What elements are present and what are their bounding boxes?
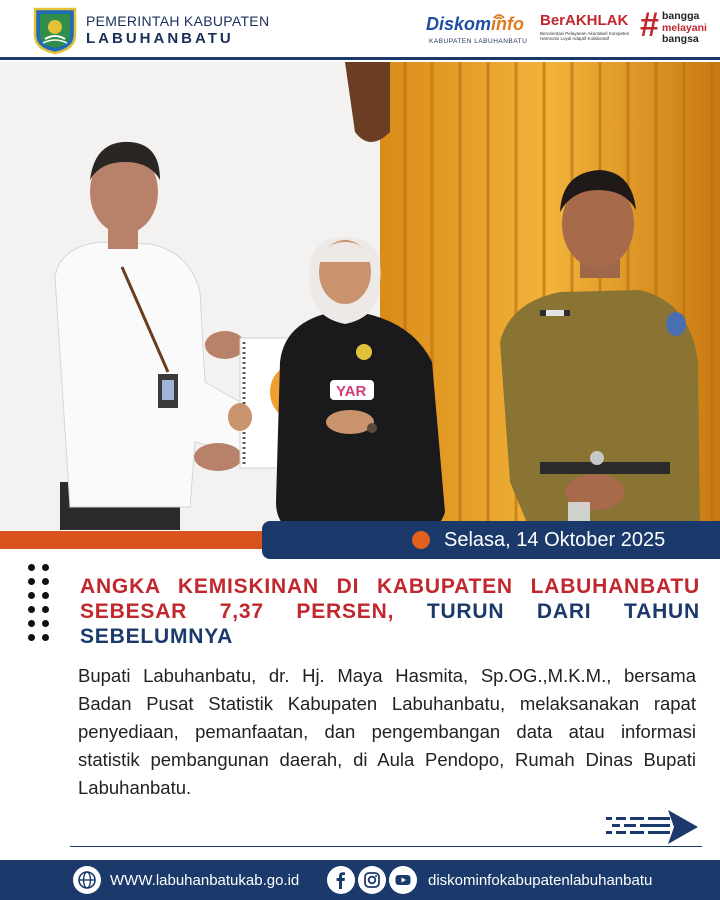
- melayani-word: melayani: [662, 21, 707, 34]
- globe-icon[interactable]: [73, 866, 101, 894]
- website-link[interactable]: WWW.labuhanbatukab.go.id: [110, 872, 300, 889]
- bangga-word: bangga: [662, 10, 700, 22]
- swipe-arrow-icon: [604, 808, 700, 846]
- headline-navy: TURUN DARI TAHUN SEBELUMNYA: [80, 600, 700, 648]
- social-handle[interactable]: diskominfokabupatenlabuhanbatu: [428, 872, 653, 889]
- event-photo: [0, 62, 720, 530]
- berakhlak-tagline: Berorientasi Pelayanan Akuntabel Kompeten Harmonis Loyal Adaptif Kolaboratif: [540, 31, 630, 42]
- government-label: PEMERINTAH KABUPATEN: [86, 13, 270, 29]
- diskominfo-wordmark-b: info: [491, 14, 525, 34]
- event-photo-illustration: [0, 62, 720, 530]
- document-badge-text: YAR: [336, 383, 367, 400]
- date-bullet-icon: [412, 531, 430, 549]
- diskominfo-wordmark: [426, 14, 524, 35]
- article-body: Bupati Labuhanbatu, dr. Hj. Maya Hasmita, Sp.OG.,M.K.M., bersama Badan Pusat Statistik Kabupaten Labuhanbatu, melaksanakan rapat penyediaan, pemanfaatan, dan pengembangan data atau informasi statistik pembangunan daerah, di Aula Pendopo, Rumah Dinas Bupati Labuhanbatu.: [78, 665, 696, 798]
- bangsa-word: bangsa: [662, 33, 699, 46]
- divider: [70, 846, 702, 847]
- diskominfo-subtitle: KABUPATEN LABUHANBATU: [429, 38, 528, 45]
- header: [0, 0, 720, 60]
- post-date: Selasa, 14 Oktober 2025: [444, 529, 666, 551]
- hashtag-icon: #: [640, 6, 659, 44]
- bangga-melayani-bangsa-logo: [640, 8, 716, 52]
- facebook-icon[interactable]: [327, 866, 355, 894]
- bangga-melayani-bangsa-text: [662, 11, 707, 46]
- youtube-icon[interactable]: [389, 866, 417, 894]
- berakhlak-wordmark: BerAKHLAK: [540, 12, 629, 29]
- footer: [0, 860, 720, 900]
- diskominfo-wordmark-a: Diskom: [426, 14, 492, 34]
- dots-decoration: [28, 564, 54, 648]
- headline-red: ANGKA KEMISKINAN DI KABUPATEN LABUHANBATU SEBESAR 7,37 PERSEN,: [80, 575, 700, 623]
- instagram-icon[interactable]: [358, 866, 386, 894]
- berakhlak-logo: [540, 12, 636, 48]
- diskominfo-logo: [426, 10, 532, 50]
- accent-stripe: [0, 531, 272, 549]
- regency-name: LABUHANBATU: [86, 30, 234, 47]
- headline: [80, 574, 700, 649]
- labuhanbatu-crest-logo: [30, 5, 80, 55]
